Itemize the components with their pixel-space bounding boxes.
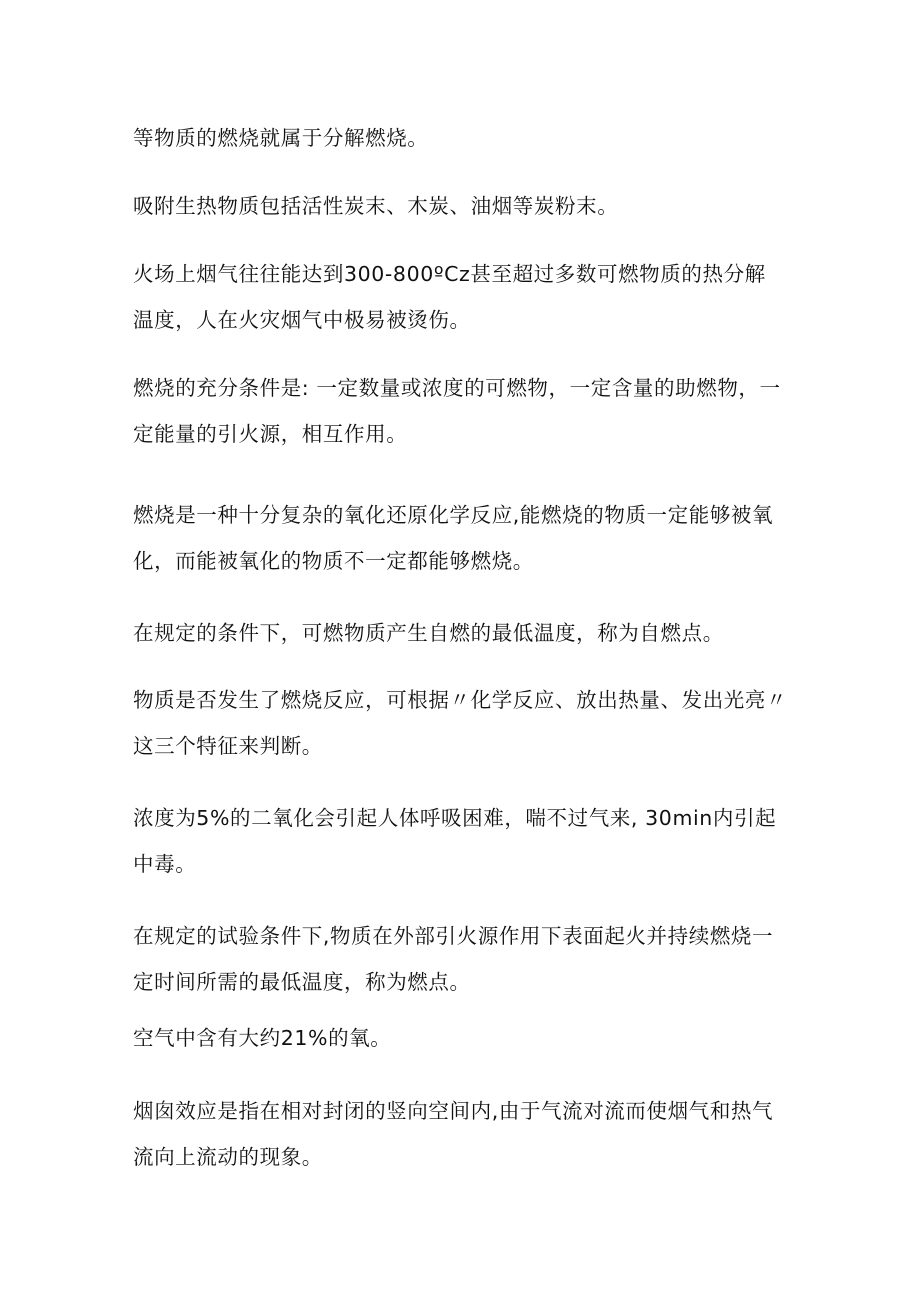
paragraph-line: 火场上烟气往往能达到300-800ºCz甚至超过多数可燃物质的热分解 [133,262,766,286]
paragraph-3 [133,251,798,343]
paragraph-9 [133,913,798,1005]
paragraph-line: 烟囱效应是指在相对封闭的竖向空间内,由于气流对流而使烟气和热气 [133,1099,774,1123]
paragraph-line: 吸附生热物质包括活性炭末、木炭、油烟等炭粉末。 [133,194,619,218]
paragraph-10 [133,1015,798,1061]
paragraph-line: 燃烧是一种十分复杂的氧化还原化学反应,能燃烧的物质一定能够被氧 [133,503,774,527]
paragraph-line: 温度，人在火灾烟气中极易被烫伤。 [133,308,471,332]
paragraph-line: 物质是否发生了燃烧反应，可根据〃化学反应、放出热量、发出光亮〃 [133,688,788,712]
paragraph-line: 在规定的条件下，可燃物质产生自燃的最低温度，称为自燃点。 [133,621,724,645]
paragraph-2 [133,183,798,229]
paragraph-line: 浓度为5%的二氧化会引起人体呼吸困难，喘不过气来, 30min内引起 [133,806,777,830]
paragraph-11 [133,1088,798,1180]
paragraph-line: 流向上流动的现象。 [133,1145,323,1169]
paragraph-line: 定能量的引火源，相互作用。 [133,422,408,446]
paragraph-8 [133,795,798,887]
paragraph-line: 在规定的试验条件下,物质在外部引火源作用下表面起火并持续燃烧一 [133,924,774,948]
paragraph-1 [133,115,798,161]
paragraph-line: 空气中含有大约21%的氧。 [133,1026,392,1050]
paragraph-line: 这三个特征来判断。 [133,734,323,758]
paragraph-line: 中毒。 [133,852,197,876]
paragraph-line: 定时间所需的最低温度，称为燃点。 [133,970,471,994]
paragraph-4 [133,365,798,457]
paragraph-line: 等物质的燃烧就属于分解燃烧。 [133,126,429,150]
paragraph-5 [133,492,798,584]
paragraph-line: 燃烧的充分条件是: 一定数量或浓度的可燃物，一定含量的助燃物，一 [133,376,781,400]
paragraph-line: 化，而能被氧化的物质不一定都能够燃烧。 [133,549,534,573]
paragraph-7 [133,677,798,769]
paragraph-6 [133,610,798,656]
